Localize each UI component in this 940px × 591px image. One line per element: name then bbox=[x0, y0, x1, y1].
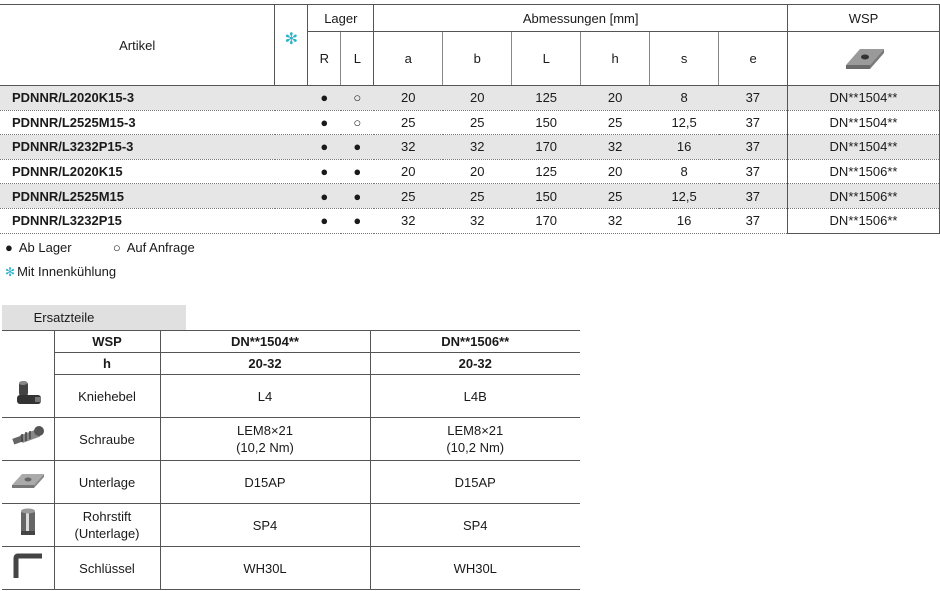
artikel-header: Artikel bbox=[0, 5, 275, 86]
dim-s-cell: 16 bbox=[650, 208, 719, 233]
dim-s-cell: 12,5 bbox=[650, 184, 719, 209]
dim-L-cell: 150 bbox=[512, 184, 581, 209]
hex-key-icon bbox=[10, 550, 46, 586]
lager-r-cell: ● bbox=[308, 159, 341, 184]
dim-a-cell: 32 bbox=[374, 135, 443, 160]
dim-header-b: b bbox=[443, 32, 512, 86]
dim-h-cell: 25 bbox=[581, 184, 650, 209]
wsp-cell: DN**1506** bbox=[788, 208, 940, 233]
part-name: Unterlage bbox=[54, 461, 160, 504]
snowflake-icon: ✻ bbox=[275, 5, 308, 86]
dim-e-cell: 37 bbox=[719, 184, 788, 209]
dim-s-cell: 8 bbox=[650, 86, 719, 111]
lager-r-header: R bbox=[308, 32, 341, 86]
lager-r-cell: ● bbox=[308, 110, 341, 135]
dim-h-cell: 32 bbox=[581, 208, 650, 233]
dim-header-h: h bbox=[581, 32, 650, 86]
part-value-1504: L4 bbox=[160, 375, 370, 418]
spare-parts-table bbox=[2, 330, 580, 590]
table-row bbox=[0, 110, 940, 135]
dim-header-a: a bbox=[374, 32, 443, 86]
dim-a-cell: 25 bbox=[374, 110, 443, 135]
dim-s-cell: 8 bbox=[650, 159, 719, 184]
lager-l-cell: ● bbox=[341, 208, 374, 233]
artikel-cell: PDNNR/L3232P15 bbox=[0, 208, 308, 233]
legend-open-symbol: ○ bbox=[112, 240, 121, 255]
h-value-1506: 20-32 bbox=[370, 353, 580, 375]
part-value-1504: SP4 bbox=[160, 504, 370, 547]
lager-l-cell: ○ bbox=[341, 86, 374, 111]
part-name: Rohrstift (Unterlage) bbox=[54, 504, 160, 547]
part-value-1504: D15AP bbox=[160, 461, 370, 504]
wsp-cell: DN**1504** bbox=[788, 110, 940, 135]
legend-filled-text: Ab Lager bbox=[18, 240, 72, 255]
wsp-header: WSP bbox=[788, 5, 940, 32]
spare-part-row bbox=[2, 504, 580, 547]
dim-L-cell: 170 bbox=[512, 135, 581, 160]
legend-coolant-text: Mit Innenkühlung bbox=[17, 264, 117, 279]
product-table bbox=[0, 4, 940, 234]
spare-parts-title: Ersatzteile bbox=[2, 305, 186, 330]
artikel-cell: PDNNR/L2020K15 bbox=[0, 159, 308, 184]
part-name: Kniehebel bbox=[54, 375, 160, 418]
wsp-label: WSP bbox=[54, 331, 160, 353]
dim-b-cell: 20 bbox=[443, 86, 512, 111]
insert-icon bbox=[788, 32, 940, 86]
dim-header-L: L bbox=[512, 32, 581, 86]
dim-e-cell: 37 bbox=[719, 135, 788, 160]
artikel-cell: PDNNR/L2525M15 bbox=[0, 184, 308, 209]
dim-L-cell: 125 bbox=[512, 86, 581, 111]
dim-e-cell: 37 bbox=[719, 208, 788, 233]
dim-L-cell: 170 bbox=[512, 208, 581, 233]
lager-l-cell: ● bbox=[341, 135, 374, 160]
part-value-1506: D15AP bbox=[370, 461, 580, 504]
col-header-1506: DN**1506** bbox=[370, 331, 580, 353]
dim-header-e: e bbox=[719, 32, 788, 86]
lager-r-cell: ● bbox=[308, 86, 341, 111]
lager-l-cell: ● bbox=[341, 159, 374, 184]
legend-filled-symbol: ● bbox=[5, 240, 13, 255]
h-value-1504: 20-32 bbox=[160, 353, 370, 375]
dim-b-cell: 25 bbox=[443, 110, 512, 135]
artikel-cell: PDNNR/L3232P15-3 bbox=[0, 135, 308, 160]
spare-part-row bbox=[2, 547, 580, 590]
table-row bbox=[0, 159, 940, 184]
part-value-1504: LEM8×21 (10,2 Nm) bbox=[160, 418, 370, 461]
table-row bbox=[0, 135, 940, 160]
dim-b-cell: 25 bbox=[443, 184, 512, 209]
dim-h-cell: 20 bbox=[581, 159, 650, 184]
dim-L-cell: 150 bbox=[512, 110, 581, 135]
dim-a-cell: 20 bbox=[374, 86, 443, 111]
dim-b-cell: 20 bbox=[443, 159, 512, 184]
dim-a-cell: 32 bbox=[374, 208, 443, 233]
wsp-cell: DN**1504** bbox=[788, 135, 940, 160]
dim-a-cell: 20 bbox=[374, 159, 443, 184]
dim-b-cell: 32 bbox=[443, 135, 512, 160]
dim-header-s: s bbox=[650, 32, 719, 86]
lager-r-cell: ● bbox=[308, 208, 341, 233]
tube-pin-icon bbox=[16, 507, 40, 543]
snowflake-icon: ✻ bbox=[5, 265, 16, 279]
lager-l-cell: ○ bbox=[341, 110, 374, 135]
dim-L-cell: 125 bbox=[512, 159, 581, 184]
table-row bbox=[0, 208, 940, 233]
screw-icon bbox=[10, 422, 46, 456]
wsp-cell: DN**1504** bbox=[788, 86, 940, 111]
dim-h-cell: 20 bbox=[581, 86, 650, 111]
spare-part-row bbox=[2, 461, 580, 504]
legend-open-text: Auf Anfrage bbox=[126, 240, 195, 255]
lager-l-header: L bbox=[341, 32, 374, 86]
col-header-1504: DN**1504** bbox=[160, 331, 370, 353]
dim-h-cell: 32 bbox=[581, 135, 650, 160]
part-value-1506: L4B bbox=[370, 375, 580, 418]
h-label: h bbox=[54, 353, 160, 375]
spare-part-row bbox=[2, 375, 580, 418]
table-row bbox=[0, 86, 940, 111]
dim-e-cell: 37 bbox=[719, 159, 788, 184]
dim-a-cell: 25 bbox=[374, 184, 443, 209]
spare-part-row bbox=[2, 418, 580, 461]
wsp-cell: DN**1506** bbox=[788, 159, 940, 184]
part-value-1504: WH30L bbox=[160, 547, 370, 590]
lager-l-cell: ● bbox=[341, 184, 374, 209]
lager-header: Lager bbox=[308, 5, 374, 32]
dim-s-cell: 16 bbox=[650, 135, 719, 160]
abmessungen-header: Abmessungen [mm] bbox=[374, 5, 788, 32]
part-value-1506: WH30L bbox=[370, 547, 580, 590]
part-name: Schraube bbox=[54, 418, 160, 461]
dim-e-cell: 37 bbox=[719, 110, 788, 135]
clamp-lever-icon bbox=[11, 377, 45, 415]
dim-b-cell: 32 bbox=[443, 208, 512, 233]
part-value-1506: LEM8×21 (10,2 Nm) bbox=[370, 418, 580, 461]
shim-icon bbox=[10, 468, 46, 496]
part-value-1506: SP4 bbox=[370, 504, 580, 547]
legend bbox=[5, 236, 201, 284]
artikel-cell: PDNNR/L2525M15-3 bbox=[0, 110, 308, 135]
dim-s-cell: 12,5 bbox=[650, 110, 719, 135]
table-row bbox=[0, 184, 940, 209]
dim-h-cell: 25 bbox=[581, 110, 650, 135]
dim-e-cell: 37 bbox=[719, 86, 788, 111]
artikel-cell: PDNNR/L2020K15-3 bbox=[0, 86, 308, 111]
lager-r-cell: ● bbox=[308, 135, 341, 160]
lager-r-cell: ● bbox=[308, 184, 341, 209]
wsp-cell: DN**1506** bbox=[788, 184, 940, 209]
part-name: Schlüssel bbox=[54, 547, 160, 590]
